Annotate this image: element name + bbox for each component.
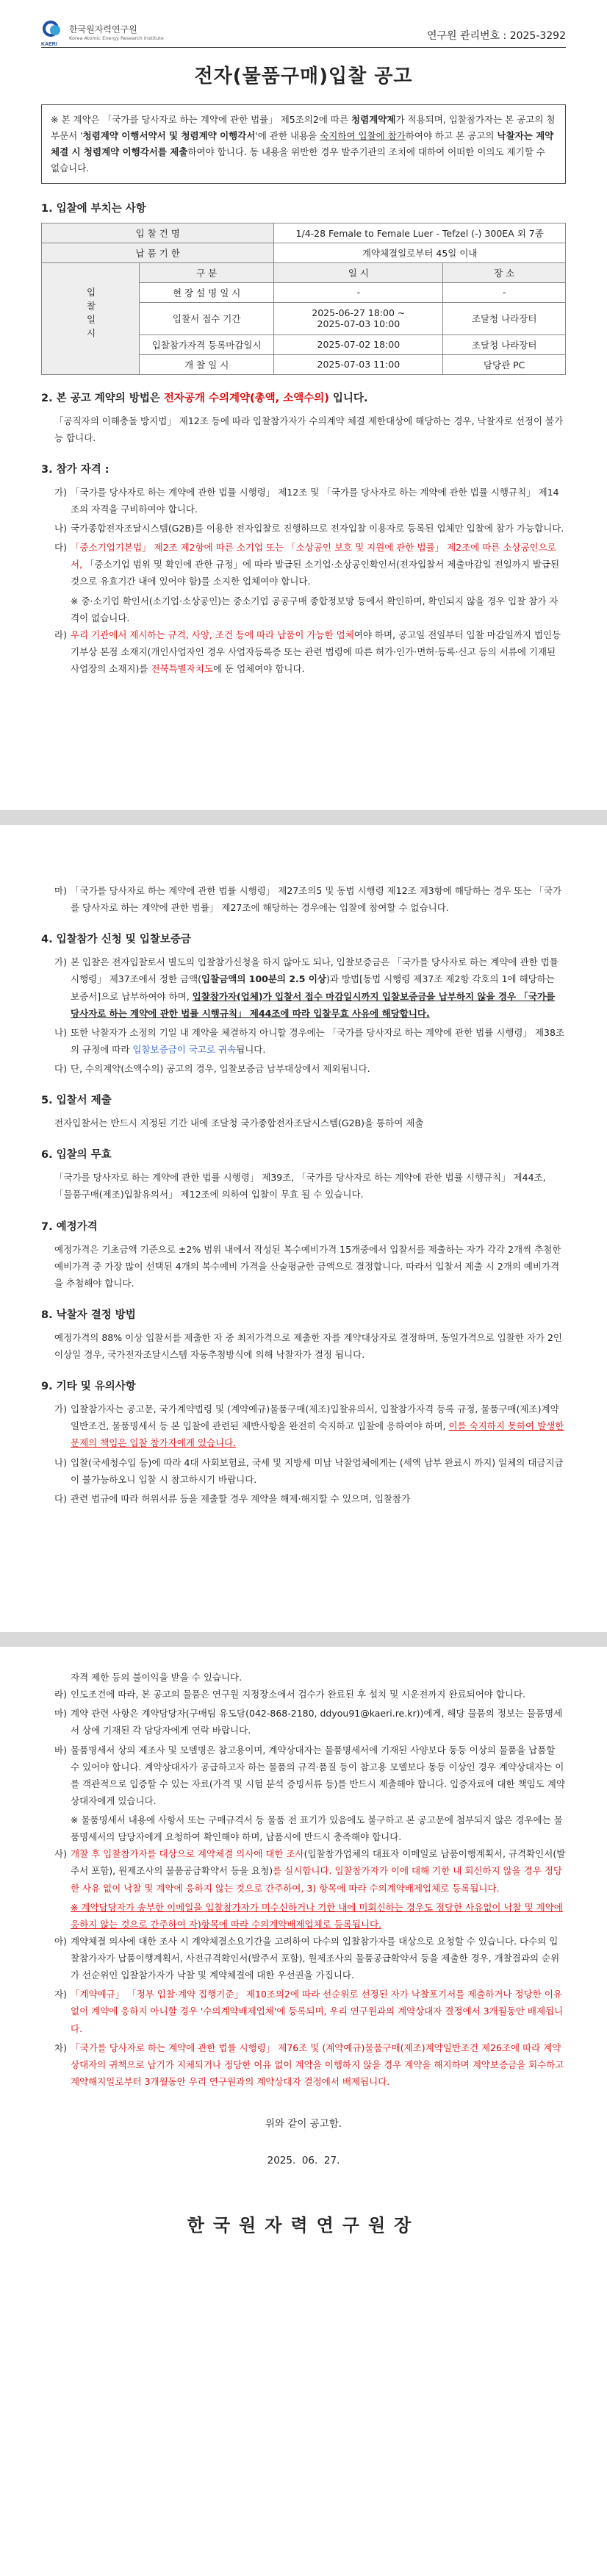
section-6-title: 6. 입찰의 무효	[41, 1149, 112, 1162]
table-row: 입찰참가자격 등록마감일시 2025-07-02 18:00 조달청 나라장터	[42, 334, 566, 354]
section-7-title: 7. 예정가격	[41, 1220, 98, 1233]
list-item: 아) 계약체결 의사에 대한 조사 시 계약체결소요기간을 고려하여 다수의 입찰참가자를 대상으로 요청할 수 있습니다. 다수의 입찰참가자가 납품이행계획서, 사전규격확인서(발주서 포함), 원제조사의 물품공급확약서 등을 제출한 경우, 개찰결과의 순위가 선순위인 입찰참가자가 낙찰 및 계약체결에 대한 우선권을 가집니다.	[54, 1935, 560, 1981]
list-item: 마) 계약 관련 사항은 계약담당자(구매팀 유도담(042-868-2180, ddyou91@kaeri.re.kr))에게, 해당 물품의 정보는 물품명세서 상에 기재된 각 담당자에게 연락 바랍니다.	[54, 1708, 563, 1736]
list-item: 마) 「국가를 당사자로 하는 계약에 관한 법률 시행령」 제27조의5 및 동법 시행령 제12조 제3항에 해당하는 경우 또는 「국가를 당사자로 하는 계약에 관한 법률」 제27조에 해당하는 경우에는 입찰에 참여할 수 없습니다.	[54, 885, 562, 914]
section-5-title: 5. 입찰서 제출	[41, 1095, 112, 1107]
closing-block	[41, 2115, 566, 2236]
continued-text: 자격 제한 등의 불이익을 받을 수 있습니다.	[71, 1672, 243, 1683]
closing-line: 위와 같이 공고함.	[265, 2118, 342, 2130]
table-row: 현 장 설 명 일 시 - -	[42, 282, 566, 302]
note: ※ 중·소기업 확인서(소기업·소상공인)는 중소기업 공공구매 종합정보망 등에서 확인하며, 확인되지 않을 경우 입찰 참가 자격이 없습니다.	[71, 595, 558, 623]
list-item: 나) 또한 낙찰자가 소정의 기일 내 계약을 체결하지 아니할 경우에는 「국가를 당사자로 하는 계약에 관한 법률 시행령」 제38조의 규정에 따라 입찰보증금이 국고로 귀속됩니다.	[54, 1026, 565, 1055]
section-8-body: 예정가격의 88% 이상 입찰서를 제출한 자 중 최저가격으로 제출한 자를 계약대상자로 결정하며, 동일가격으로 입찰한 자가 2인 이상일 경우, 국가전자조달시스템 자동추첨방식에 의해 낙찰자가 결정 됩니다.	[54, 1331, 562, 1360]
list-item: 자) 「계약예규」 「정부 입찰·계약 집행기준」 제10조의2에 따라 선순위로 선정된 자가 낙찰포기서를 제출하거나 정당한 이유 없이 계약에 응하지 아니할 경우 '수의계약배제업체'에 등록되며, 우리 연구원과의 계약상대자 결정에서 3개월동안 배제됩니다.	[54, 1989, 564, 2034]
issuer-name: 한국원자력연구원장	[187, 2215, 420, 2236]
note: ※ 계약담당자가 송부한 이메일을 입찰참가자가 미수신하거나 기한 내에 미회신하는 경우도 정당한 사유없이 낙찰 및 계약에 응하지 않는 것으로 간주하여 자)항목에 따라 수의계약배제업체로 등록됩니다.	[71, 1901, 563, 1930]
section-5	[41, 1092, 566, 1131]
integrity-notice: ※ 본 계약은 「국가를 당사자로 하는 계약에 관한 법률」 제5조의2에 따른 청렴계약제가 적용되며, 입찰참가자는 본 공고의 첨부문서 '청렴계약 이행서약서 및 청렴계약 이행각서'에 관한 내용을 숙지하여 입찰에 참가하여야 하고 본 공고의 낙찰자는 계약체결 시 청렴계약 이행각서를 제출하여야 합니다. 동 내용을 위반한 경우 발주기관의 조치에 대하여 어떠한 이의도 제기할 수 없습니다.	[41, 104, 566, 184]
management-number: 연구원 관리번호 : 2025-3292	[426, 30, 566, 42]
section-3-title: 3. 참가 자격 :	[41, 463, 109, 476]
section-5-body: 전자입찰서는 반드시 지정된 기간 내에 조달청 국가종합전자조달시스템(G2B)을 통하여 제출	[54, 1117, 424, 1129]
section-1-title: 1. 입찰에 부치는 사항	[41, 202, 146, 215]
kaeri-logo-icon: KAERI	[41, 21, 65, 43]
section-7	[41, 1218, 566, 1292]
org-name-ko: 한국원자력연구원	[69, 24, 137, 35]
bid-name-value: 1/4-28 Female to Female Luer - Tefzel (-) 300EA 외 7종	[274, 223, 566, 243]
org-logo	[41, 21, 164, 47]
list-item: 나) 국가종합전자조달시스템(G2B)를 이용한 전자입찰로 진행하므로 전자입찰 이용자로 등록된 업체만 입찰에 참가 가능합니다.	[54, 523, 564, 534]
section-6-body: 「국가를 당사자로 하는 계약에 관한 법률 시행령」 제39조, 「국가를 당사자로 하는 계약에 관한 법률 시행규칙」 제44조, 「물품구매(제조)입찰유의서」 제12조에 의하여 입찰이 무효 될 수 있습니다.	[54, 1172, 546, 1201]
section-2-body: 「공직자의 이해충돌 방지법」 제12조 등에 따라 입찰참가자가 수의계약 체결 제한대상에 해당하는 경우, 낙찰자로 선정이 불가능 합니다.	[54, 415, 564, 443]
list-item: 나) 입찰(국세청수입 등)에 따라 4대 사회보험료, 국세 및 지방세 미납 낙찰업체에게는 (세액 납부 완료시 까지) 일체의 대금지급이 불가능하오니 입찰 시 참고하시기 바랍니다.	[54, 1456, 564, 1485]
section-4	[41, 931, 566, 1077]
page-1	[0, 0, 607, 810]
org-name-en: Korea Atomic Energy Research Institute	[69, 35, 164, 41]
list-item: 바) 물품명세서 상의 제조사 및 모델명은 참고용이며, 계약상대자는 물품명세서에 기재된 사양보다 동등 이상의 물품을 납품할 수 있어야 합니다. 계약상대자가 공급하고자 하는 물품의 규격·품질 등이 참고용 모델보다 동등 이상인 경우 계약상대자는 이를 객관적으로 입증할 수 있는 자료(가격 및 시험 분석 증빙서류 등)를 반드시 제출해야 합니다. 입증자료에 대한 책임도 계약상대자에게 있습니다.	[54, 1744, 565, 1806]
list-item: 차) 「국가를 당사자로 하는 계약에 관한 법률 시행령」 제76조 및 (계약예규)물품구매(제조)계약일반조건 제26조에 따라 계약상대자의 귀책으로 납기가 지체되거나 정당한 이유 없이 계약을 이행하지 않을 경우 계약을 해지하며 계약보증금을 회수하고 계약해지일로부터 3개월동안 우리 연구원과의 계약상대자 결정에서 배제됩니다.	[54, 2042, 564, 2087]
section-8-title: 8. 낙찰자 결정 방법	[41, 1309, 136, 1321]
section-1	[41, 200, 566, 375]
list-item: 라) 인도조건에 따라, 본 공고의 물품은 연구원 지정장소에서 검수가 완료된 후 설치 및 시운전까지 완료되어야 합니다.	[54, 1689, 526, 1700]
table-row: 입찰서 접수 기간 2025-06-27 18:00 ~ 2025-07-03 10:00 조달청 나라장터	[42, 302, 566, 334]
col-place: 장 소	[443, 262, 566, 282]
section-3	[41, 461, 566, 677]
list-item: 가) 「국가를 당사자로 하는 계약에 관한 법률 시행령」 제12조 및 「국가를 당사자로 하는 계약에 관한 법률 시행규칙」 제14조의 자격을 구비하여야 합니다.	[54, 486, 559, 515]
list-item: 가) 본 입찰은 전자입찰로서 별도의 입찰참가신청을 하지 않아도 되나, 입찰보증금은 「국가를 당사자로 하는 계약에 관한 법률 시행령」 제37조에서 정한 금액(입찰금액의 100분의 2.5 이상)과 방법[동법 시행령 제37조 제2항 각호의 1에 해당하는 보증서]으로 납부하여야 하며, 입찰참가자(업체)가 입찰서 접수 마감일시까지 입찰보증금을 납부하지 않을 경우 「국가를 당사자로 하는 계약에 관한 법률 시행규칙」 제44조에 따라 입찰무효 사유에 해당합니다.	[54, 956, 558, 1019]
section-2	[41, 390, 566, 446]
table-row: 개 찰 일 시 2025-07-03 11:00 담당관 PC	[42, 354, 566, 374]
list-item: 라) 우리 기관에서 제시하는 규격, 사양, 조건 등에 따라 납품이 가능한 업체여야 하며, 공고일 전일부터 입찰 마감일까지 법인등기부상 본점 소재지(개인사업자인 경우 사업자등록증 또는 관련 법령에 따른 허가·인가·면허·등록·신고 등의 서류에 기재된 사업장의 소재지)를 전북특별자치도에 둔 업체여야 합니다.	[54, 629, 561, 674]
bid-info-table	[41, 223, 566, 375]
section-8	[41, 1306, 566, 1363]
list-item: 다) 「중소기업기본법」 제2조 제2항에 따른 소기업 또는 「소상공인 보호 및 지원에 관한 법률」 제2조에 따른 소상공인으로서, 「중소기업 범위 및 확인에 관한 규정」에 따라 발급된 소기업·소상공인확인서(전자입찰서 제출마감일 전일까지 발급된 것으로 유효기간 내에 있어야 함)를 소지한 업체여야 합니다.	[54, 542, 560, 587]
bid-name-label: 입 찰 건 명	[42, 223, 274, 243]
list-item: 가) 입찰참가자는 공고문, 국가계약법령 및 (계약예규)물품구매(제조)입찰유의서, 입찰참가자격 등록 규정, 물품구매(제조)계약일반조건, 물품명세서 등 본 입찰에 관련된 제반사항을 완전히 숙지하고 입찰에 응하여야 하며, 이를 숙지하지 못하여 발생한 문제의 책임은 입찰 참가자에게 있습니다.	[54, 1403, 564, 1449]
section-7-body: 예정가격은 기초금액 기준으로 ±2% 범위 내에서 작성된 복수예비가격 15개중에서 입찰서를 제출하는 자가 각각 2개씩 추첨한 예비가격 중 가장 많이 선택된 4개의 복수예비 가격을 산술평균한 금액으로 결정합니다. 따라서 입찰서 제출 시 2개의 예비가격을 추첨해야 합니다.	[54, 1243, 561, 1289]
page-3	[0, 1647, 607, 2576]
section-2-title: 2. 본 공고 계약의 방법은 전자공개 수의계약(총액, 소액수의) 입니다.	[41, 392, 368, 404]
announcement-date: 2025. 06. 27.	[267, 2155, 340, 2167]
page-title: 전자(물품구매)입찰 공고	[194, 65, 413, 87]
delivery-deadline-value: 계약체결일로부터 45일 이내	[274, 243, 566, 262]
bid-schedule-side-label: 입찰일시	[42, 262, 140, 374]
list-item: 다) 단, 수의계약(소액수의) 공고의 경우, 입찰보증금 납부대상에서 제외됩니다.	[54, 1063, 370, 1074]
list-item: 사) 개찰 후 입찰참가자를 대상으로 계약체결 의사에 대한 조사(입찰참가업체의 대표자 이메일로 납품이행계획서, 규격확인서(발주서 포함), 원제조사의 물품공급확약서 등을 요청)를 실시합니다. 입찰참가자가 이에 대해 기한 내 회신하지 않을 경우 정당한 사유 없이 낙찰 및 계약에 응하지 않는 것으로 간주하여, 3) 항목에 따라 수의계약배제업체로 등록됩니다.	[54, 1848, 566, 1894]
section-4-title: 4. 입찰참가 신청 및 입찰보증금	[41, 934, 191, 946]
col-category: 구 분	[140, 262, 274, 282]
section-6	[41, 1146, 566, 1203]
delivery-deadline-label: 납 품 기 한	[42, 243, 274, 262]
note: ※ 물품명세서 내용에 사항서 또는 구매규격서 등 물품 전 표기가 있음에도 불구하고 본 공고문에 첨부되지 않은 경우에는 물품명세서의 담당자에게 요청하여 확인해야 하며, 납품시에 반드시 충족해야 합니다.	[71, 1814, 563, 1843]
document-header	[41, 21, 566, 48]
list-item: 다) 관련 법규에 따라 허위서류 등을 제출할 경우 계약을 해제·해지할 수 있으며, 입찰참가	[54, 1492, 411, 1504]
col-datetime: 일 시	[274, 262, 443, 282]
section-9	[41, 1378, 566, 1507]
page-2	[0, 825, 607, 1632]
section-9-title: 9. 기타 및 유의사항	[41, 1381, 136, 1393]
